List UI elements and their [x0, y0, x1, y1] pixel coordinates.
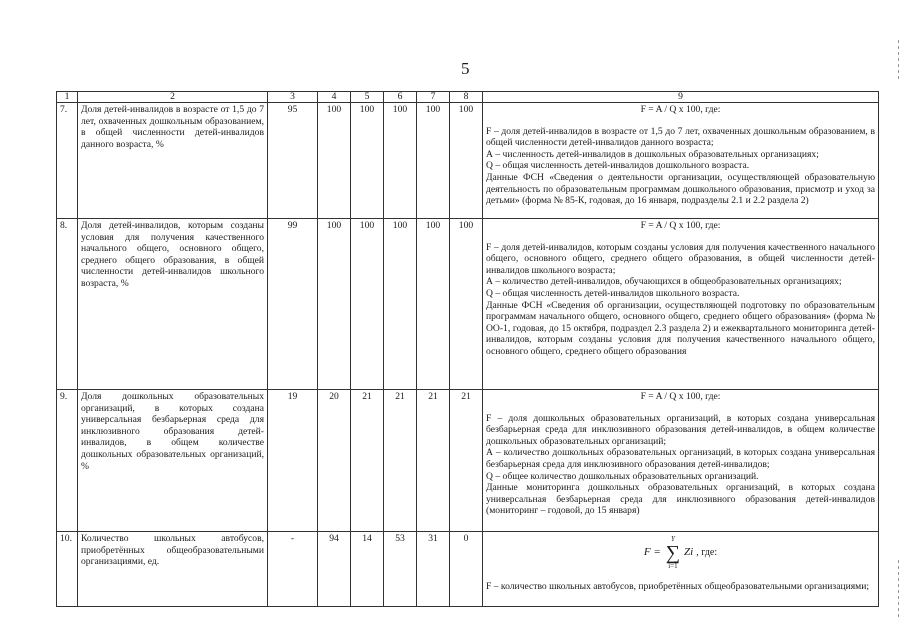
- header-cell: 6: [384, 92, 417, 103]
- sigma-icon: ∑: [665, 542, 681, 564]
- formula-line: F – доля дошкольных образовательных организаций, в которых создана универсальная безбарьерная среда для инклюзивного образования детей-инвалидов, в общем количестве дошкольных образовательных организаций;: [486, 412, 875, 447]
- value-cell: 100: [351, 103, 384, 219]
- header-cell: 7: [417, 92, 450, 103]
- value-cell: 100: [384, 103, 417, 219]
- header-cell: 4: [318, 92, 351, 103]
- value-cell: 21: [450, 390, 483, 532]
- formula-line: Q – общее количество дошкольных образовательных организаций.: [486, 470, 759, 482]
- formula-line: А – количество дошкольных образовательных организаций, в которых создана универсальная безбарьерная среда для инклюзивного образования детей-инвалидов;: [486, 447, 875, 470]
- sigma-symbol: [666, 536, 680, 570]
- value-cell: 94: [318, 532, 351, 607]
- header-cell: 2: [78, 92, 268, 103]
- value-cell: 53: [384, 532, 417, 607]
- value-cell: 100: [450, 103, 483, 219]
- value-cell: 100: [417, 103, 450, 219]
- value-cell: 99: [268, 219, 318, 390]
- value-cell: 100: [318, 103, 351, 219]
- formula-line: А – количество детей-инвалидов, обучающихся в общеобразовательных организациях;: [486, 276, 842, 288]
- formula-lhs: F =: [643, 546, 661, 559]
- value-cell: 100: [351, 219, 384, 390]
- header-cell: 1: [57, 92, 78, 103]
- summation-formula: [486, 533, 875, 573]
- formula-line: Q – общая численность детей-инвалидов дошкольного возраста.: [486, 160, 750, 172]
- value-cell: 19: [268, 390, 318, 532]
- formula-title: F = A / Q x 100, где:: [640, 391, 721, 402]
- header-cell: 9: [483, 92, 879, 103]
- formula-term: Zi: [684, 546, 694, 559]
- formula-line: F – доля детей-инвалидов, которым созданы условия для получения качественного начального общего, основного общего, среднего общего образования, в общей численности детей-инвалидов школьного возраста;: [486, 241, 875, 276]
- formula-line: F – доля детей-инвалидов в возрасте от 1,5 до 7 лет, охваченных дошкольным образованием, в общей численности детей-инвалидов данного возраста;: [486, 125, 875, 149]
- formula-title: F = A / Q x 100, где:: [640, 220, 721, 231]
- scan-artifact-top: [898, 40, 899, 80]
- formula-line: Данные ФСН «Сведения об организации, осуществляющей подготовку по образовательным программам начального общего, основного общего, среднего общего образования» (форма № ОО-1, годовая, до 15 октября, подраздел 2.3 раздела 2) и ежеквартального мониторинга детей-инвалидов, которым созданы условия для получения качественного начального общего, основного общего, среднего общего образования: [486, 299, 875, 357]
- table-row: [57, 103, 879, 219]
- value-cell: 100: [384, 219, 417, 390]
- sigma-upper-limit: Y: [670, 535, 675, 543]
- value-cell: 21: [351, 390, 384, 532]
- value-cell: 100: [450, 219, 483, 390]
- formula-title: F = A / Q x 100, где:: [640, 104, 721, 115]
- value-cell: 21: [384, 390, 417, 532]
- value-cell: 20: [318, 390, 351, 532]
- formula-cell: [483, 219, 879, 390]
- header-cell: 5: [351, 92, 384, 103]
- scan-artifact-bottom: [898, 560, 899, 620]
- formula-tail: , где:: [696, 547, 718, 559]
- value-cell: 21: [417, 390, 450, 532]
- table-row: [57, 219, 879, 390]
- row-number: 8.: [57, 219, 78, 390]
- row-number: 10.: [57, 532, 78, 607]
- indicators-table: [56, 91, 879, 607]
- header-cell: 3: [268, 92, 318, 103]
- formula-cell: [483, 103, 879, 219]
- header-row: [57, 92, 879, 103]
- formula-line: А – численность детей-инвалидов в дошкольных образовательных организациях;: [486, 148, 819, 160]
- value-cell: 31: [417, 532, 450, 607]
- formula-cell: [483, 532, 879, 607]
- value-cell: 100: [318, 219, 351, 390]
- header-cell: 8: [450, 92, 483, 103]
- value-cell: 14: [351, 532, 384, 607]
- indicator-name: Доля детей-инвалидов в возрасте от 1,5 до 7 лет, охваченных дошкольным образованием, в общей численности детей-инвалидов данного возраста, %: [78, 103, 268, 219]
- indicator-name: Доля детей-инвалидов, которым созданы условия для получения качественного начального общего, основного общего, среднего общего образования, в общей численности детей-инвалидов школьного возраста, %: [78, 219, 268, 390]
- formula-line: Данные мониторинга дошкольных образовательных организаций, в которых создана универсальная безбарьерная среда для инклюзивного образования детей-инвалидов (мониторинг – годовой, до 15 января): [486, 482, 875, 517]
- indicator-name: Количество школьных автобусов, приобретённых общеобразовательными организациями, ед.: [78, 532, 268, 607]
- row-number: 9.: [57, 390, 78, 532]
- indicator-name: Доля дошкольных образовательных организаций, в которых создана универсальная безбарьерная среда для инклюзивного образования детей-инвалидов, в общем количестве дошкольных образовательных организаций, %: [78, 390, 268, 532]
- row-number: 7.: [57, 103, 78, 219]
- value-cell: 0: [450, 532, 483, 607]
- page-number: 5: [461, 59, 470, 78]
- formula-line: Q – общая численность детей-инвалидов школьного возраста.: [486, 287, 740, 299]
- value-cell: 100: [417, 219, 450, 390]
- formula-line: F – количество школьных автобусов, приобретённых общеобразовательными организациями;: [486, 581, 870, 592]
- sigma-lower-limit: i=1: [668, 562, 678, 570]
- value-cell: -: [268, 532, 318, 607]
- table-row: [57, 390, 879, 532]
- table-row: [57, 532, 879, 607]
- formula-line: Данные ФСН «Сведения о деятельности организации, осуществляющей образовательную деятельность по образовательным программам дошкольного образования, присмотр и уход за детьми» (форма № 85-К, годовая, до 16 января, подразделы 2.1 и 2.2 раздела 2): [486, 171, 875, 207]
- formula-cell: [483, 390, 879, 532]
- value-cell: 95: [268, 103, 318, 219]
